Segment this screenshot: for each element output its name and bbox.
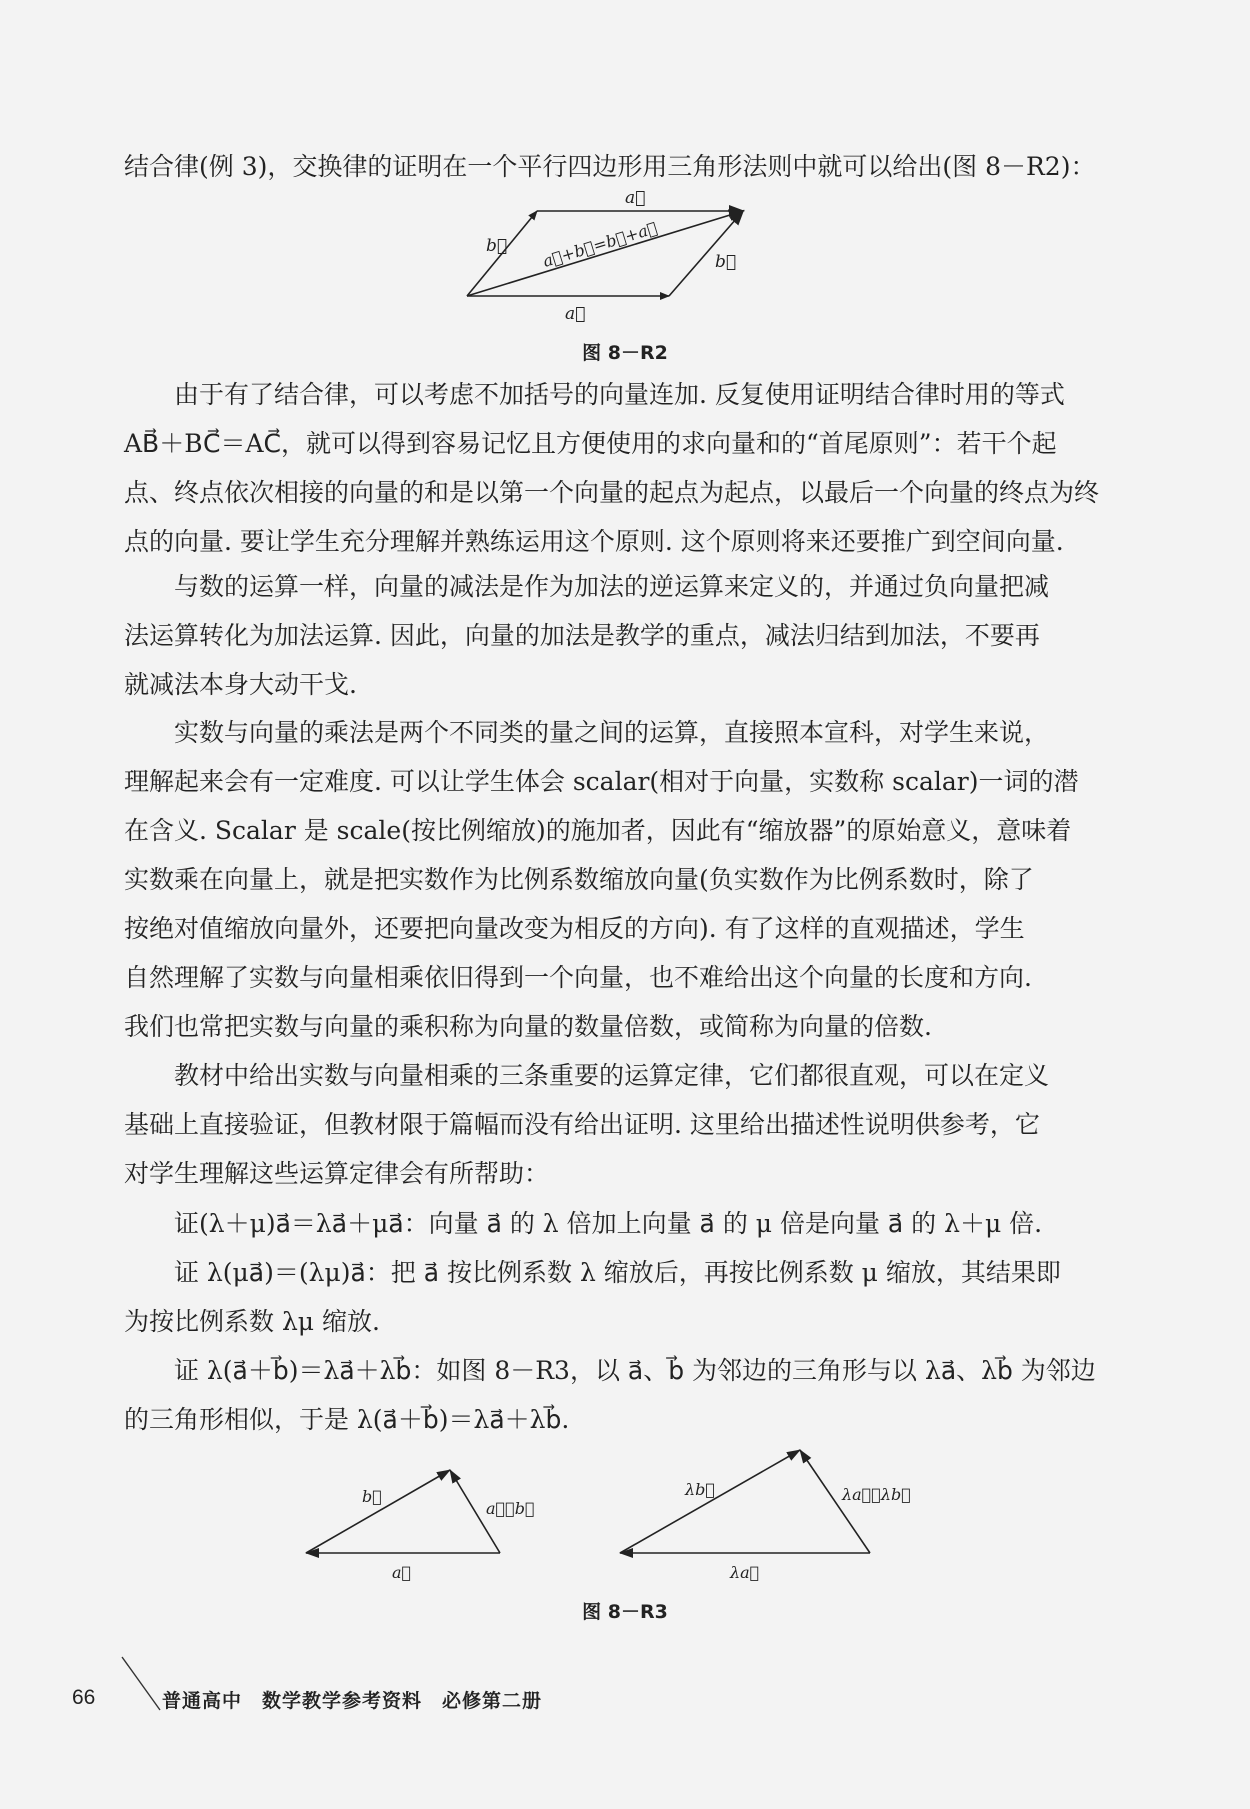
paragraph-associative [124, 370, 1100, 566]
text-line: 实数乘在向量上，就是把实数作为比例系数缩放向量(负实数作为比例系数时，除了 [124, 865, 1034, 894]
proof-associative-scalar [124, 1248, 1084, 1346]
text-line: 点、终点依次相接的向量的和是以第一个向量的起点为起点，以最后一个向量的终点为终 [124, 478, 1100, 507]
proof-distributive-scalar [124, 1199, 1084, 1248]
text-line: 与数的运算一样，向量的减法是作为加法的逆运算来定义的，并通过负向量把减 [174, 572, 1050, 601]
figure-r3-caption: 图 8－R3 [582, 1601, 668, 1623]
text-line: 我们也常把实数与向量的乘积称为向量的数量倍数，或简称为向量的倍数. [124, 1012, 932, 1041]
page-number: 66 [72, 1686, 96, 1709]
text-line: 证(λ＋μ)a⃗＝λa⃗＋μa⃗：向量 a⃗ 的 λ 倍加上向量 a⃗ 的 μ 倍是向量 a⃗ 的 λ＋μ 倍. [174, 1209, 1043, 1238]
label-a-top: a⃗ [625, 188, 646, 208]
large-label-sum: λa⃗＋λb⃗ [842, 1485, 911, 1504]
large-label-b: λb⃗ [685, 1480, 715, 1499]
text-line: 按绝对值缩放向量外，还要把向量改变为相反的方向). 有了这样的直观描述，学生 [124, 914, 1025, 943]
paragraph-subtraction [124, 562, 1084, 709]
paragraph-scalar [124, 708, 1084, 1051]
figure-r2-parallelogram [440, 185, 770, 325]
text-line: 在含义. Scalar 是 scale(按比例缩放)的施加者，因此有“缩放器”的原始意义，意味着 [124, 816, 1072, 845]
small-label-a: a⃗ [392, 1563, 412, 1582]
text-line: AB⃗＋BC⃗＝AC⃗，就可以得到容易记忆且方便使用的求向量和的“首尾原则”：若干个起 [124, 429, 1057, 458]
figure-r2-caption: 图 8－R2 [582, 342, 668, 364]
vector-diagonal-sum [467, 211, 743, 296]
text-line: 对学生理解这些运算定律会有所帮助： [124, 1159, 550, 1188]
small-vector-b [306, 1470, 450, 1553]
label-diagonal: a⃗+b⃗=b⃗+a⃗ [540, 218, 660, 271]
text-line: 点的向量. 要让学生充分理解并熟练运用这个原则. 这个原则将来还要推广到空间向量. [124, 527, 1064, 556]
text-line: 就减法本身大动干戈. [124, 670, 357, 699]
text-line: 由于有了结合律，可以考虑不加括号的向量连加. 反复使用证明结合律时用的等式 [174, 380, 1065, 409]
small-label-sum: a⃗＋b⃗ [486, 1499, 535, 1518]
large-vector-b [620, 1450, 800, 1553]
intro-line: 结合律(例 3)，交换律的证明在一个平行四边形用三角形法则中就可以给出(图 8－R2)： [124, 152, 1096, 181]
label-b-right: b⃗ [715, 252, 737, 272]
small-label-b: b⃗ [362, 1487, 382, 1506]
figure-r3-similar-triangles [290, 1440, 930, 1590]
text-line: 证 λ(a⃗＋b⃗)＝λa⃗＋λb⃗：如图 8－R3，以 a⃗、b⃗ 为邻边的三角形与以 λa⃗、λb⃗ 为邻边 [174, 1356, 1096, 1385]
paragraph-laws [124, 1051, 1084, 1198]
text-line: 为按比例系数 λμ 缩放. [124, 1307, 380, 1336]
text-line: 证 λ(μa⃗)＝(λμ)a⃗：把 a⃗ 按比例系数 λ 缩放后，再按比例系数 μ 缩放，其结果即 [174, 1258, 1061, 1287]
intro-paragraph [124, 142, 1096, 191]
large-label-a: λa⃗ [730, 1563, 760, 1582]
book-title: 普通高中 数学教学参考资料 必修第二册 [162, 1690, 543, 1712]
text-line: 基础上直接验证，但教材限于篇幅而没有给出证明. 这里给出描述性说明供参考，它 [124, 1110, 1040, 1139]
proof-distributive-vector [124, 1346, 1096, 1444]
text-line: 理解起来会有一定难度. 可以让学生体会 scalar(相对于向量，实数称 scalar)一词的潜 [124, 767, 1079, 796]
text-line: 自然理解了实数与向量相乘依旧得到一个向量，也不难给出这个向量的长度和方向. [124, 963, 1032, 992]
text-line: 教材中给出实数与向量相乘的三条重要的运算定律，它们都很直观，可以在定义 [174, 1061, 1050, 1090]
label-b-left: b⃗ [486, 236, 508, 256]
text-line: 实数与向量的乘法是两个不同类的量之间的运算，直接照本宣科，对学生来说， [174, 718, 1050, 747]
text-line: 的三角形相似，于是 λ(a⃗＋b⃗)＝λa⃗＋λb⃗. [124, 1405, 570, 1434]
label-a-bottom: a⃗ [565, 304, 586, 324]
text-line: 法运算转化为加法运算. 因此，向量的加法是教学的重点，减法归结到加法，不要再 [124, 621, 1040, 650]
